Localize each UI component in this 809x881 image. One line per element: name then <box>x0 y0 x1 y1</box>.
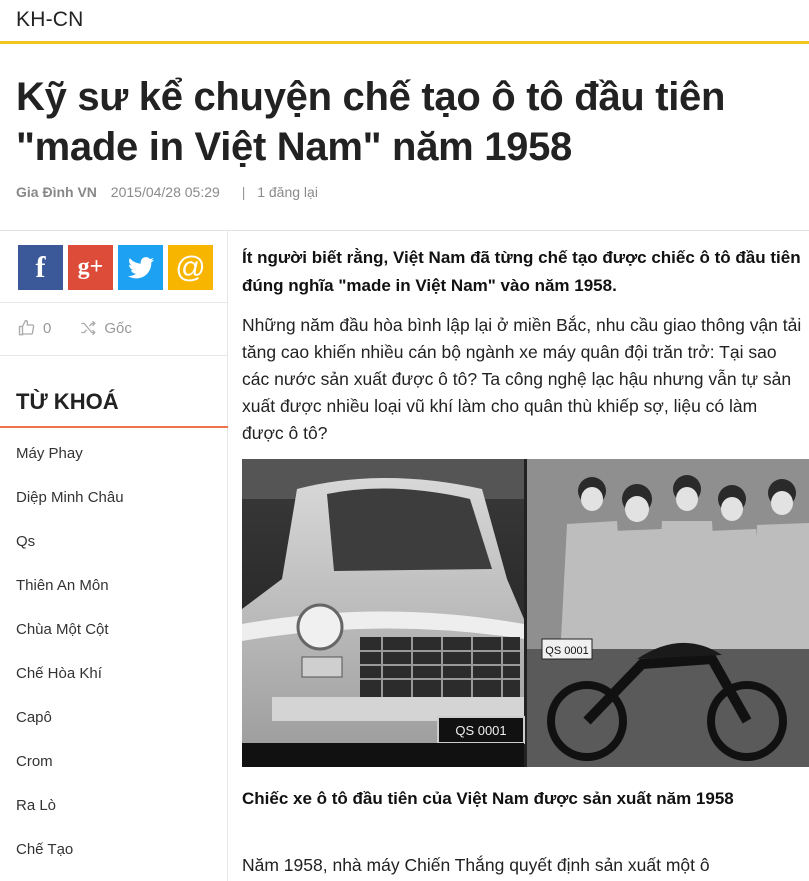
keyword-link[interactable]: Ra Lò <box>16 797 57 814</box>
article-lead: Ít người biết rằng, Việt Nam đã từng chế tạo được chiếc ô tô đầu tiên đúng nghĩa "made in Việt Nam" vào năm 1958. <box>242 248 801 295</box>
twitter-share-button[interactable] <box>118 245 163 290</box>
article-body <box>242 244 802 447</box>
photo-illustration <box>242 459 809 767</box>
keyword-link[interactable]: Chế Tạo <box>16 841 74 858</box>
article-actions <box>18 319 160 337</box>
source-label: Gốc <box>104 319 132 337</box>
like-button[interactable] <box>18 319 51 337</box>
sidebar-divider <box>0 355 228 356</box>
thumbs-up-icon <box>18 319 36 337</box>
keyword-link[interactable]: Crom <box>16 753 53 770</box>
like-count: 0 <box>43 319 52 337</box>
facebook-icon: f <box>35 250 46 284</box>
article-headline: Kỹ sư kể chuyện chế tạo ô tô đầu tiên "made in Việt Nam" năm 1958 <box>16 75 726 169</box>
article-photo <box>242 459 809 767</box>
keyword-link[interactable]: Máy Phay <box>16 445 83 462</box>
category-bar <box>0 0 809 44</box>
keywords-underline <box>0 426 228 428</box>
keywords-list <box>16 445 124 881</box>
article-paragraph: Những năm đầu hòa bình lập lại ở miền Bắc, nhu cầu giao thông vận tải tăng cao khiến nhiều cán bộ ngành xe máy quân đội trăn trở: Tại sao các nước sản xuất được ô tô? Ta công nghệ lạc hậu nhưng vẫn tự sản xuất được nhiều loại vũ khí làm cho quân thù khiếp sợ, liệu có làm được ô tô? <box>242 315 802 443</box>
keyword-link[interactable]: Chùa Một Cột <box>16 621 109 638</box>
author-link[interactable]: Gia Đình VN <box>16 184 97 200</box>
keywords-heading: TỪ KHOÁ <box>16 389 119 414</box>
email-icon: @ <box>175 250 206 284</box>
keyword-link[interactable]: Qs <box>16 533 36 550</box>
publish-date: 2015/04/28 05:29 <box>110 184 220 200</box>
share-buttons <box>18 245 213 290</box>
facebook-share-button[interactable] <box>18 245 63 290</box>
repost-count[interactable]: 1 đăng lại <box>257 184 318 200</box>
photo-caption: Chiếc xe ô tô đầu tiên của Việt Nam được sản xuất năm 1958 <box>242 789 734 808</box>
twitter-icon <box>128 257 154 279</box>
google-plus-icon: g+ <box>77 254 104 280</box>
left-sidebar <box>0 231 228 881</box>
motorbike-plate: QS 0001 <box>545 645 589 657</box>
keyword-link[interactable]: Chế Hòa Khí <box>16 665 102 682</box>
keyword-link[interactable]: Thiên An Môn <box>16 577 109 594</box>
email-share-button[interactable] <box>168 245 213 290</box>
keyword-link[interactable]: Capô <box>16 709 52 726</box>
shuffle-icon <box>79 319 97 337</box>
article-meta <box>16 184 318 200</box>
keyword-link[interactable]: Diệp Minh Châu <box>16 489 124 506</box>
meta-separator: | <box>241 184 246 200</box>
category-label[interactable]: KH-CN <box>16 8 84 31</box>
sidebar-divider <box>0 302 228 303</box>
source-button[interactable] <box>79 319 132 337</box>
article-paragraph: Năm 1958, nhà máy Chiến Thắng quyết định sản xuất một ô <box>242 855 710 875</box>
car-plate: QS 0001 <box>455 723 507 738</box>
google-plus-share-button[interactable] <box>68 245 113 290</box>
